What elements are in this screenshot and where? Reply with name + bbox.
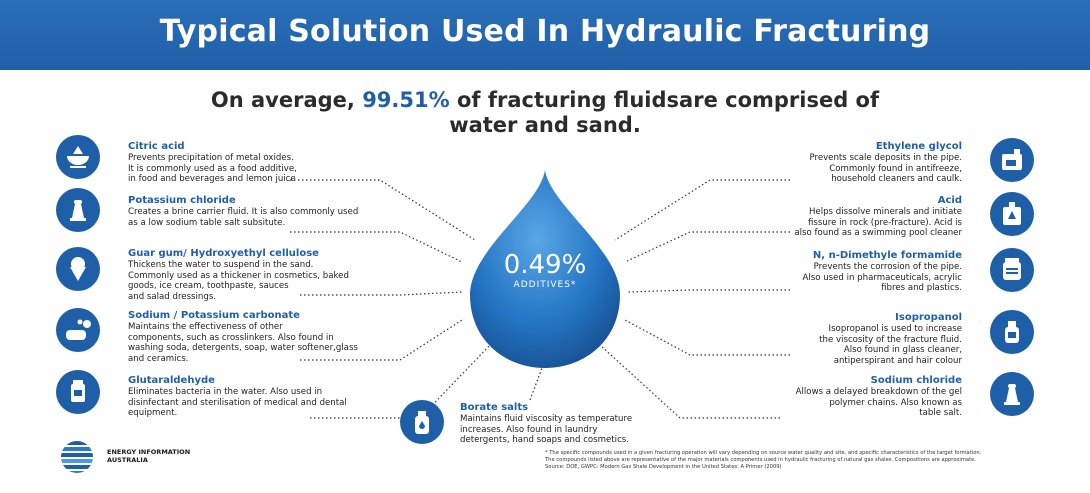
item-title-glutaraldehyde: Glutaraldehyde xyxy=(128,375,215,386)
antifreeze-canister-icon xyxy=(990,138,1034,182)
subtitle-post: of fracturing fluidsare comprised of xyxy=(449,88,880,112)
subtitle-pre: On average, xyxy=(210,88,363,112)
item-desc-carbonate: Maintains the effectiveness of other components, such as crosslinkers. Also found in washing soda, detergents, soap, water softener,glass and ceramics. xyxy=(128,322,358,364)
additives-label: ADDITIVES* xyxy=(513,280,577,290)
item-desc-glutaraldehyde: Eliminates bacteria in the water. Also used in disinfectant and sterilisation of medical and dental equipment. xyxy=(128,387,347,418)
item-desc-isopropanol: Isopropanol is used to increase the viscosity of the fracture fluid. Also found in glass cleaner, antiperspirant and hair colour xyxy=(819,324,962,366)
page-title: Typical Solution Used In Hydraulic Fracturing xyxy=(159,14,931,49)
item-desc-acid: Helps dissolve minerals and initiate fissure in rock (pre-fracture). Acid is also found as a swimming pool cleaner xyxy=(794,207,962,238)
item-desc-ethylene-glycol: Prevents scale deposits in the pipe. Commonly found in antifreeze, household cleaners and caulk. xyxy=(809,153,962,184)
footnote: * The specific compounds used in a given fracturing operation will vary depending on source water quality and site, and specific characteristics of the target formation. The compounds listed above are representative of the major materials components used in hydraulic fracturing of natural gas shales. Compositions are approximate. Source: DOE, GWPC: Modern Gas Shale Development in the United States: A Primer (2009) xyxy=(545,450,982,470)
item-title-citric-acid: Citric acid xyxy=(128,141,185,152)
item-desc-sodium-chloride: Allows a delayed breakdown of the gel polymer chains. Also known as table salt. xyxy=(795,387,962,418)
item-title-potassium-chloride: Potassium chloride xyxy=(128,195,236,206)
item-title-ethylene-glycol: Ethylene glycol xyxy=(875,141,962,152)
item-title-isopropanol: Isopropanol xyxy=(895,312,962,323)
chemical-jar-icon xyxy=(990,248,1034,292)
item-desc-potassium-chloride: Creates a brine carrier fluid. It is also commonly used as a low sodium table salt subsitute. xyxy=(128,207,359,228)
subtitle-line2: water and sand. xyxy=(449,113,641,137)
item-desc-borate-salts: Maintains fluid viscosity as temperature increases. Also found in laundry detergents, hand soaps and cosmetics. xyxy=(460,414,633,445)
item-title-carbonate: Sodium / Potassium carbonate xyxy=(128,310,300,321)
additives-percent: 0.49% xyxy=(503,250,587,280)
acid-bottle-icon xyxy=(990,192,1034,236)
item-desc-guar-gum: Thickens the water to suspend in the sand. Commonly used as a thickener in cosmetics, baked goods, ice cream, toothpaste, sauces and salad dressings. xyxy=(128,260,349,302)
citrus-squeezer-icon xyxy=(56,135,100,179)
salt-shaker-icon xyxy=(56,188,100,232)
item-title-sodium-chloride: Sodium chloride xyxy=(870,375,962,386)
energy-information-australia-logo xyxy=(54,440,100,474)
detergent-bottle-icon xyxy=(400,400,444,444)
logo-text: ENERGY INFORMATION AUSTRALIA xyxy=(107,448,191,464)
soap-bar-icon xyxy=(56,308,100,352)
medicine-bottle-icon xyxy=(56,370,100,414)
item-title-acid: Acid xyxy=(937,195,962,206)
item-title-borate-salts: Borate salts xyxy=(460,402,529,413)
item-title-guar-gum: Guar gum/ Hydroxyethyl cellulose xyxy=(128,248,319,259)
ice-cream-cone-icon xyxy=(56,247,100,291)
item-desc-dmf: Prevents the corrosion of the pipe. Also used in pharmaceuticals, acrylic fibres and plastics. xyxy=(802,262,962,293)
subtitle-highlight: 99.51% xyxy=(362,88,450,112)
salt-shaker-icon xyxy=(990,372,1034,416)
spray-bottle-icon xyxy=(990,310,1034,354)
item-desc-citric-acid: Prevents precipitation of metal oxides. It is commonly used as a food additive, in food and beverages and lemon juice xyxy=(128,153,297,184)
item-title-dmf: N, n-Dimethyle formamide xyxy=(812,250,962,261)
